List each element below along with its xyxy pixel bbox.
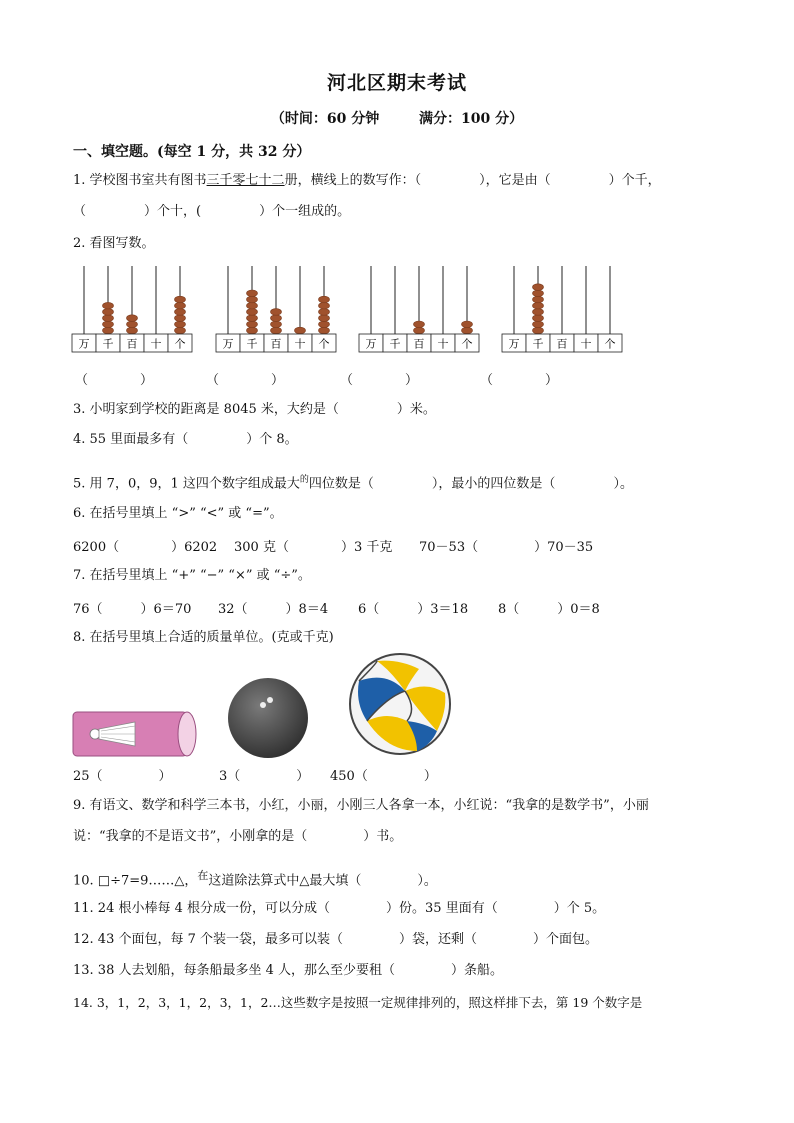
paren-open: （ xyxy=(206,373,220,388)
abacus-bead xyxy=(175,302,186,309)
abacus-bead xyxy=(247,290,258,297)
q13-text: 13. 38 人去划船，每条船最多坐 4 人，那么至少要租（ xyxy=(73,963,396,978)
place-value-label: 千 xyxy=(246,337,258,351)
abacus-bead xyxy=(247,296,258,303)
question-1-line-2 xyxy=(73,203,350,221)
q7-item-left: 6（ xyxy=(358,602,380,617)
q1-text-5: ）个十，( xyxy=(144,204,202,219)
q7-item-right: ）3＝18 xyxy=(417,602,469,617)
question-12 xyxy=(73,931,598,949)
q12-text-3: ）个面包。 xyxy=(533,932,599,947)
abacus-bead xyxy=(127,321,138,328)
abacus-bead xyxy=(127,315,138,322)
abacus-bead xyxy=(414,327,425,334)
paren-open: （ xyxy=(480,373,494,388)
question-2: 2. 看图写数。 xyxy=(73,236,155,251)
place-value-label: 十 xyxy=(150,337,162,351)
q6-item-3 xyxy=(419,536,593,555)
abacus-bead xyxy=(175,296,186,303)
abacus-bead xyxy=(295,327,306,334)
question-7: 7. 在括号里填上 “+” “−” “×” 或 “÷”。 xyxy=(73,568,311,583)
q6-item-2 xyxy=(234,536,392,555)
question-11 xyxy=(73,900,605,918)
place-value-label: 百 xyxy=(413,337,425,351)
q1-underlined-number: 三千零七十二 xyxy=(206,173,285,188)
abacus-bead xyxy=(247,315,258,322)
paren-close: ） xyxy=(545,373,559,388)
q6-item-left: 6200（ xyxy=(73,540,120,555)
abacus-answer-1[interactable] xyxy=(75,369,153,388)
place-value-label: 千 xyxy=(102,337,114,351)
black-ball-image xyxy=(226,676,310,764)
q7-item-3 xyxy=(358,598,468,617)
place-value-label: 千 xyxy=(532,337,544,351)
abacus-bead xyxy=(533,315,544,322)
q7-item-right: ）0＝8 xyxy=(557,602,600,617)
q8-item-left: 25（ xyxy=(73,769,103,784)
abacus-bead xyxy=(127,327,138,334)
q1-paren: （ xyxy=(73,204,87,219)
abacus-bead xyxy=(247,302,258,309)
place-value-label: 个 xyxy=(461,337,473,351)
abacus-bead xyxy=(319,315,330,322)
abacus-bead xyxy=(103,302,114,309)
place-value-label: 十 xyxy=(580,337,592,351)
paren-open: （ xyxy=(340,373,354,388)
abacus-bead xyxy=(103,327,114,334)
q11-text-2: ）份。35 里面有（ xyxy=(386,901,498,916)
paren-close: ） xyxy=(405,373,419,388)
q5-superscript: 的 xyxy=(299,475,309,485)
q13-text-2: ）条船。 xyxy=(451,963,504,978)
q7-item-4 xyxy=(498,598,600,617)
q12-text: 12. 43 个面包，每 7 个装一袋，最多可以装（ xyxy=(73,932,344,947)
q8-item-left: 3（ xyxy=(219,769,241,784)
place-value-label: 千 xyxy=(389,337,401,351)
shuttlecock-tube-image xyxy=(71,708,201,764)
place-value-label: 万 xyxy=(508,337,520,351)
abacus-answer-4[interactable] xyxy=(480,369,558,388)
paren-open: （ xyxy=(75,373,89,388)
q8-item-right: ） xyxy=(158,769,172,784)
q9-text: 说：“我拿的不是语文书”，小刚拿的是（ xyxy=(73,829,308,844)
time-label: （时间：60 分钟 xyxy=(270,111,380,127)
abacus-bead xyxy=(103,309,114,316)
abacus-1 xyxy=(71,262,196,357)
q7-item-left: 8（ xyxy=(498,602,520,617)
place-value-label: 百 xyxy=(126,337,138,351)
abacus-svg xyxy=(71,262,196,357)
place-value-label: 万 xyxy=(222,337,234,351)
abacus-bead xyxy=(175,321,186,328)
abacus-bead xyxy=(462,327,473,334)
q11-text: 11. 24 根小棒每 4 根分成一份，可以分成（ xyxy=(73,901,331,916)
question-13 xyxy=(73,962,503,980)
question-5 xyxy=(73,471,633,493)
abacus-bead xyxy=(319,302,330,309)
q5-text: 5. 用 7，0，9，1 这四个数字组成最大 xyxy=(73,476,300,492)
abacus-svg xyxy=(358,262,483,357)
place-value-label: 百 xyxy=(556,337,568,351)
q8-item-right: ） xyxy=(296,769,310,784)
q10-text-3: ）。 xyxy=(417,873,437,889)
question-8: 8. 在括号里填上合适的质量单位。(克或千克) xyxy=(73,630,334,645)
paren-close: ） xyxy=(140,373,154,388)
place-value-label: 个 xyxy=(604,337,616,351)
q5-text-3: ），最小的四位数是（ xyxy=(431,476,556,492)
abacus-bead xyxy=(533,327,544,334)
question-9-line-2 xyxy=(73,828,402,846)
q3-text: 3. 小明家到学校的距离是 8045 米，大约是（ xyxy=(73,402,339,417)
q1-text: 1. 学校图书室共有图书 xyxy=(73,173,207,188)
q5-text-4: ）。 xyxy=(613,476,633,492)
place-value-label: 万 xyxy=(78,337,90,351)
abacus-bead xyxy=(414,321,425,328)
abacus-bead xyxy=(319,321,330,328)
q8-item-left: 450（ xyxy=(330,769,368,784)
abacus-bead xyxy=(319,309,330,316)
abacus-bead xyxy=(271,315,282,322)
q10-superscript: 在 xyxy=(197,869,209,882)
q6-item-right: ）6202 xyxy=(171,540,218,555)
paren-close: ） xyxy=(271,373,285,388)
q7-item-2 xyxy=(218,598,328,617)
abacus-bead xyxy=(533,309,544,316)
q7-item-left: 32（ xyxy=(218,602,248,617)
abacus-bead xyxy=(533,296,544,303)
abacus-bead xyxy=(247,327,258,334)
abacus-2 xyxy=(215,262,340,357)
question-14: 14. 3，1，2，3，1，2，3，1，2…这些数字是按照一定规律排列的，照这样排下去，第 19 个数字是 xyxy=(73,995,643,1010)
q8-item-2 xyxy=(219,765,309,784)
question-1 xyxy=(73,172,661,190)
question-4 xyxy=(73,431,298,449)
q1-text-4: ）个千， xyxy=(608,173,661,188)
q8-item-1 xyxy=(73,765,172,784)
abacus-bead xyxy=(319,296,330,303)
q9-text-2: ）书。 xyxy=(363,829,403,844)
q4-text-2: ）个 8。 xyxy=(246,432,298,447)
volleyball-image xyxy=(347,651,453,761)
abacus-bead xyxy=(462,321,473,328)
q7-item-right: ）8＝4 xyxy=(285,602,329,617)
abacus-bead xyxy=(533,321,544,328)
q10-text: 10. □÷7=9……△， xyxy=(73,873,198,889)
q6-item-left: 300 克（ xyxy=(234,540,289,555)
abacus-bead xyxy=(533,290,544,297)
abacus-bead xyxy=(271,327,282,334)
q6-item-1 xyxy=(73,536,217,555)
place-value-label: 百 xyxy=(270,337,282,351)
abacus-bead xyxy=(271,321,282,328)
place-value-label: 十 xyxy=(294,337,306,351)
q6-item-right: ）3 千克 xyxy=(340,540,393,555)
place-value-label: 十 xyxy=(437,337,449,351)
place-value-label: 万 xyxy=(365,337,377,351)
q7-item-left: 76（ xyxy=(73,602,103,617)
q1-text-3: ），它是由（ xyxy=(479,173,551,188)
abacus-bead xyxy=(533,302,544,309)
place-value-label: 个 xyxy=(318,337,330,351)
abacus-3 xyxy=(358,262,483,357)
q1-text-2: 册，横线上的数写作：（ xyxy=(284,173,422,188)
q10-text-2: 这道除法算式中△最大填（ xyxy=(208,873,362,889)
abacus-bead xyxy=(533,284,544,291)
abacus-answer-2[interactable] xyxy=(206,369,284,388)
q4-text: 4. 55 里面最多有（ xyxy=(73,432,189,447)
q12-text-2: ）袋，还剩（ xyxy=(399,932,478,947)
section-heading: 一、填空题。(每空 1 分，共 32 分） xyxy=(73,144,311,160)
abacus-bead xyxy=(175,309,186,316)
abacus-bead xyxy=(175,315,186,322)
q7-item-1 xyxy=(73,598,191,617)
q3-text-2: ）米。 xyxy=(396,402,436,417)
question-10 xyxy=(73,867,437,890)
abacus-bead xyxy=(319,327,330,334)
q5-text-2: 四位数是（ xyxy=(308,476,374,492)
abacus-bead xyxy=(103,315,114,322)
place-value-label: 个 xyxy=(174,337,186,351)
question-6: 6. 在括号里填上 “>” “<” 或 “=”。 xyxy=(73,506,283,521)
exam-info xyxy=(0,108,794,128)
question-3 xyxy=(73,401,436,419)
abacus-bead xyxy=(247,321,258,328)
abacus-bead xyxy=(247,309,258,316)
q6-item-left: 70－53（ xyxy=(419,540,479,555)
q6-item-right: ）70－35 xyxy=(534,540,594,555)
abacus-bead xyxy=(175,327,186,334)
page-title: 河北区期末考试 xyxy=(326,72,467,94)
q8-item-3 xyxy=(330,765,437,784)
q11-text-3: ）个 5。 xyxy=(553,901,606,916)
abacus-answer-3[interactable] xyxy=(340,369,418,388)
q8-item-right: ） xyxy=(423,769,437,784)
q7-item-right: ）6＝70 xyxy=(140,602,192,617)
q1-text-6: ）个一组成的。 xyxy=(259,204,351,219)
abacus-4 xyxy=(501,262,626,357)
question-9: 9. 有语文、数学和科学三本书，小红，小丽，小刚三人各拿一本，小红说：“我拿的是数学书”，小丽 xyxy=(73,798,649,813)
abacus-bead xyxy=(271,309,282,316)
abacus-svg xyxy=(501,262,626,357)
abacus-svg xyxy=(215,262,340,357)
abacus-bead xyxy=(103,321,114,328)
score-label: 满分：100 分） xyxy=(419,111,524,127)
